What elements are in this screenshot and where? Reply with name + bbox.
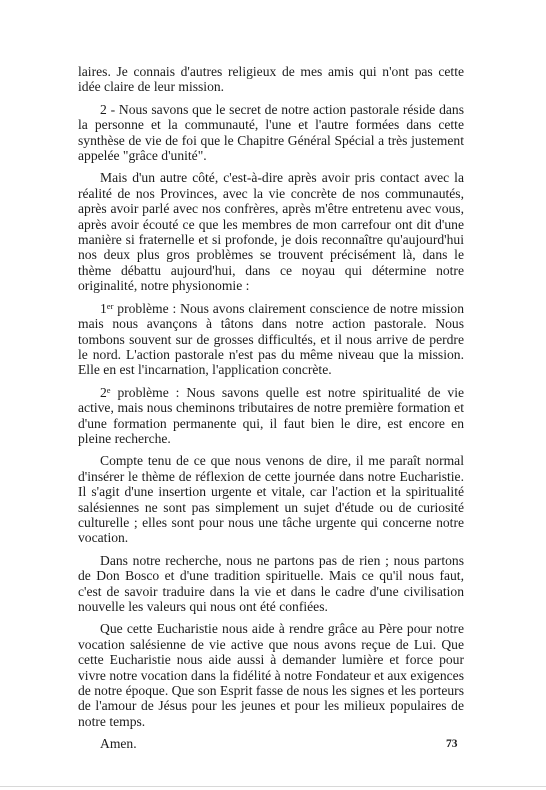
paragraph-problem-2	[78, 385, 464, 447]
problem-2-text: problème : Nous savons quelle est notre spiritualité de vie active, mais nous cheminons tributaires de notre première formation et d'une formation permanente qui, il faut bien le dire, est encore en pleine recherche.	[78, 384, 464, 446]
paragraph-research: Dans notre recherche, nous ne partons pas de rien ; nous partons de Don Bosco et d'une tradition spirituelle. Mais ce qu'il nous faut, c'est de savoir traduire dans la vie et dans le cadre d'une civilisation nouvelle les valeurs qui nous ont été confiées.	[78, 552, 464, 614]
paragraph-point-2: 2 - Nous savons que le secret de notre action pastorale réside dans la personne et la communauté, l'une et l'autre formées dans cette synthèse de vie de foi que le Chapitre Général Spécial a très justement appelée "grâce d'unité".	[78, 101, 464, 164]
problem-2-number: 2	[100, 384, 107, 400]
page-number: 73	[446, 738, 458, 750]
problem-1-suffix: er	[106, 300, 114, 311]
paragraph-problem-1	[78, 301, 464, 378]
paragraph-eucharist-theme: Compte tenu de ce que nous venons de dire, il me paraît normal d'insérer le thème de réflexion de cette journée dans notre Eucharistie. Il s'agit d'une insertion urgente et vitale, car l'action et la spiritualité salésiennes ne sont pas simplement un sujet d'étude ou de curiosité culturelle ; elles sont pour nous une tâche urgente qui concerne notre vocation.	[78, 453, 464, 546]
paragraph-amen: Amen.	[100, 736, 137, 752]
paragraph-continuation: laires. Je connais d'autres religieux de mes amis qui n'ont pas cette idée claire de leur mission.	[78, 64, 464, 95]
problem-1-number: 1	[100, 300, 107, 316]
problem-1-text: problème : Nous avons clairement conscience de notre mission mais nous avançons à tâtons dans notre action pastorale. Nous tombons souvent sur de grosses difficultés, et il nous arrive de perdre le nord. L'action pastorale n'est pas du même niveau que la mission. Elle en est l'incarnation, l'application concrète.	[78, 300, 464, 378]
page-edge-divider	[0, 786, 546, 787]
problem-2-suffix: e	[106, 384, 111, 395]
paragraph-prayer: Que cette Eucharistie nous aide à rendre grâce au Père pour notre vocation salésienne de vie active que nous avons reçue de Lui. Que cette Eucharistie nous aide aussi à demander lumière et force pour vivre notre vocation dans la fidélité à notre Fondateur et aux exigences de notre époque. Que son Esprit fasse de nous les signes et les porteurs de l'amour de Jésus pour les jeunes et pour les milieux populaires de notre temps.	[78, 621, 464, 729]
paragraph-reality: Mais d'un autre côté, c'est-à-dire après avoir pris contact avec la réalité de nos Provinces, avec la vie concrète de nos communautés, après avoir parlé avec nos confrères, après m'être entretenu avec vous, après avoir écouté ce que les membres de mon carrefour ont dit d'une manière si fraternelle et si profonde, je dois reconnaître qu'aujourd'hui nos deux plus gros problèmes se trouvent précisément là, dans le thème débattu aujourd'hui, dans ce noyau qui détermine notre originalité, notre physionomie :	[78, 170, 464, 294]
page-body	[78, 64, 464, 759]
